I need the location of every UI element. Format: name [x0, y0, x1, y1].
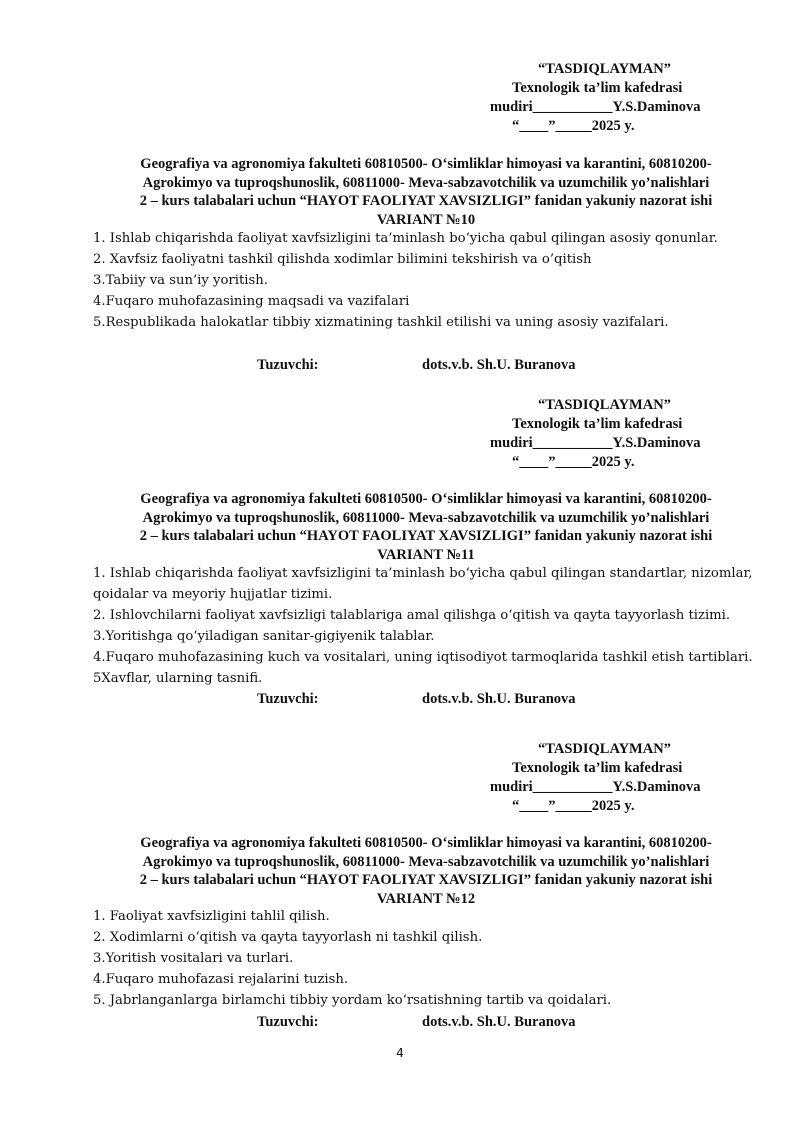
header-line: 2 – kurs talabalari uchun “HAYOT FAOLIYAT XAVSIZLIGI” fanidan yakuniy nazorat ishi	[139, 872, 713, 888]
question-item: 4.Fuqaro muhofazasining maqsadi va vazifalari	[93, 294, 410, 309]
approval-head: mudiri___________Y.S.Daminova	[490, 99, 701, 115]
approval-department: Texnologik ta’lim kafedrasi	[512, 416, 683, 432]
approval-date: “____”_____2025 y.	[512, 798, 635, 814]
question-item: 4.Fuqaro muhofazasining kuch va vositalari, uning iqtisodiyot tarmoqlarida tashkil etish tartiblari.	[93, 650, 753, 665]
author-line	[257, 357, 576, 374]
approval-block	[470, 60, 755, 136]
exam-header	[92, 490, 760, 564]
question-item: 5Xavflar, ularning tasnifi.	[93, 671, 263, 686]
header-line: Geografiya va agronomiya fakulteti 60810500- O‘simliklar himoyasi va karantini, 60810200-	[140, 835, 712, 851]
author-name: dots.v.b. Sh.U. Buranova	[422, 1014, 576, 1030]
approval-head: mudiri___________Y.S.Daminova	[490, 435, 701, 451]
question-item: 1. Faoliyat xavfsizligini tahlil qilish.	[93, 909, 330, 924]
question-list	[93, 228, 758, 333]
header-line: Geografiya va agronomiya fakulteti 60810500- O‘simliklar himoyasi va karantini, 60810200-	[140, 491, 712, 507]
approval-department: Texnologik ta’lim kafedrasi	[512, 760, 683, 776]
question-item: 3.Yoritishga qo‘yiladigan sanitar-gigiyenik talablar.	[93, 629, 435, 644]
approval-title: “TASDIQLAYMAN”	[538, 61, 671, 77]
question-item: 1. Ishlab chiqarishda faoliyat xavfsizligini ta’minlash bo‘yicha qabul qilingan standartlar, nizomlar, qoidalar va meyoriy hujjatlar tizimi.	[93, 566, 753, 602]
variant-title: VARIANT №11	[377, 546, 475, 563]
approval-head: mudiri___________Y.S.Daminova	[490, 779, 701, 795]
author-label: Tuzuvchi:	[257, 1014, 319, 1030]
question-item: 3.Tabiiy va sun’iy yoritish.	[93, 273, 268, 288]
question-item: 2. Ishlovchilarni faoliyat xavfsizligi talablariga amal qilishga o‘qitish va qayta tayyorlash tizimi.	[93, 608, 731, 623]
author-name: dots.v.b. Sh.U. Buranova	[422, 357, 576, 373]
variant-title: VARIANT №12	[376, 890, 476, 907]
approval-date: “____”_____2025 y.	[512, 118, 635, 134]
header-line: Agrokimyo va tuproqshunoslik, 60811000- Meva-sabzavotchilik va uzumchilik yo’nalishlari	[142, 853, 710, 870]
question-item: 4.Fuqaro muhofazasi rejalarini tuzish.	[93, 972, 349, 987]
header-line: Agrokimyo va tuproqshunoslik, 60811000- Meva-sabzavotchilik va uzumchilik yo’nalishlari	[142, 509, 710, 526]
author-name: dots.v.b. Sh.U. Buranova	[422, 691, 576, 707]
question-item: 2. Xodimlarni o‘qitish va qayta tayyorlash ni tashkil qilish.	[93, 930, 483, 945]
question-list	[93, 563, 758, 689]
approval-title: “TASDIQLAYMAN”	[538, 741, 671, 757]
approval-block	[470, 396, 755, 472]
question-list	[93, 906, 758, 1011]
page-number: 4	[396, 1046, 404, 1060]
question-item: 5. Jabrlanganlarga birlamchi tibbiy yordam ko‘rsatishning tartib va qoidalari.	[93, 993, 612, 1008]
question-item: 2. Xavfsiz faoliyatni tashkil qilishda xodimlar bilimini tekshirish va o’qitish	[93, 252, 592, 267]
approval-title: “TASDIQLAYMAN”	[538, 397, 671, 413]
header-line: 2 – kurs talabalari uchun “HAYOT FAOLIYAT XAVSIZLIGI” fanidan yakuniy nazorat ishi	[139, 193, 713, 209]
variant-title: VARIANT №10	[376, 211, 476, 228]
header-line: Geografiya va agronomiya fakulteti 60810500- O‘simliklar himoyasi va karantini, 60810200-	[140, 156, 712, 172]
header-line: Agrokimyo va tuproqshunoslik, 60811000- Meva-sabzavotchilik va uzumchilik yo’nalishlari	[142, 174, 710, 191]
author-label: Tuzuvchi:	[257, 691, 319, 707]
question-item: 1. Ishlab chiqarishda faoliyat xavfsizligini ta’minlash bo‘yicha qabul qilingan asosiy qonunlar.	[93, 231, 718, 246]
author-line	[257, 1014, 576, 1031]
question-item: 3.Yoritish vositalari va turlari.	[93, 951, 294, 966]
approval-department: Texnologik ta’lim kafedrasi	[512, 80, 683, 96]
author-label: Tuzuvchi:	[257, 357, 319, 373]
question-item: 5.Respublikada halokatlar tibbiy xizmatining tashkil etilishi va uning asosiy vazifalari.	[93, 315, 669, 330]
author-line	[257, 691, 576, 708]
approval-date: “____”_____2025 y.	[512, 454, 635, 470]
header-line: 2 – kurs talabalari uchun “HAYOT FAOLIYAT XAVSIZLIGI” fanidan yakuniy nazorat ishi	[139, 528, 713, 544]
exam-header	[92, 834, 760, 908]
approval-block	[470, 740, 755, 816]
exam-header	[92, 155, 760, 229]
